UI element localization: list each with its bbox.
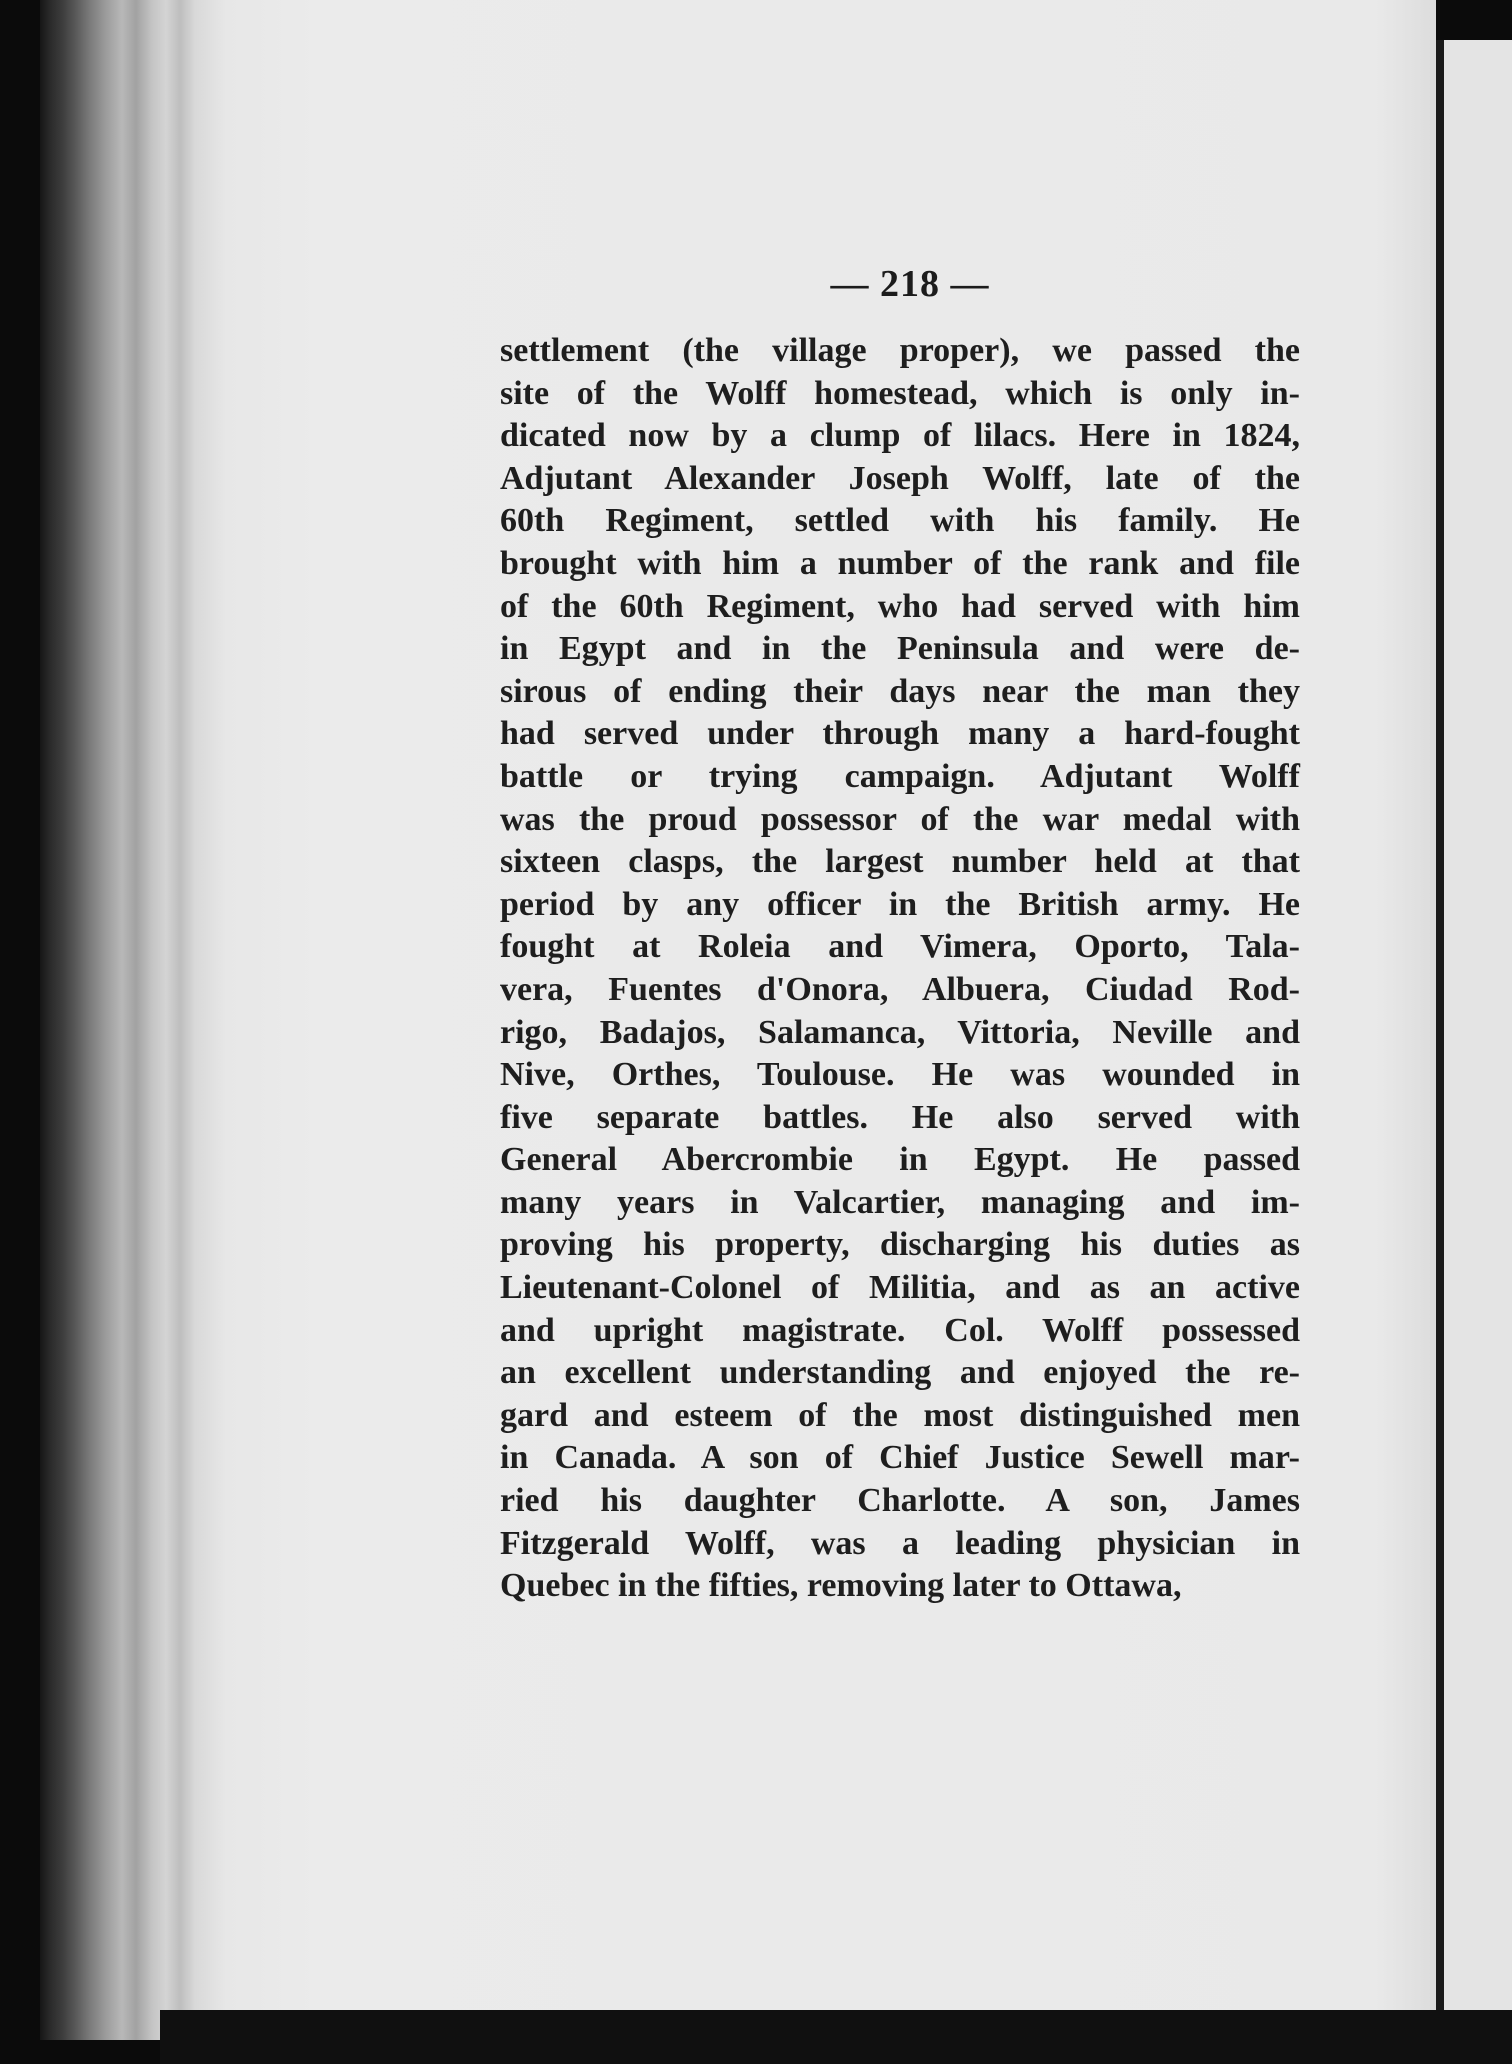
text-line: rigo, Badajos, Salamanca, Vittoria, Neville and — [500, 1013, 1300, 1051]
text-line: Quebec in the fifties, removing later to Ottawa, — [500, 1567, 1182, 1605]
text-line: many years in Valcartier, managing and im- — [500, 1183, 1300, 1221]
text-line: fought at Roleia and Vimera, Oporto, Tala- — [500, 928, 1300, 966]
scan-border — [160, 2010, 1512, 2064]
text-line: and upright magistrate. Col. Wolff possessed — [500, 1311, 1300, 1349]
text-line: dicated now by a clump of lilacs. Here in 1824, — [500, 417, 1300, 455]
text-line: Fitzgerald Wolff, was a leading physician in — [500, 1524, 1300, 1562]
text-line: an excellent understanding and enjoyed the re- — [500, 1354, 1300, 1392]
text-line: brought with him a number of the rank and file — [500, 544, 1300, 582]
text-line: in Egypt and in the Peninsula and were de- — [500, 630, 1300, 668]
text-line: proving his property, discharging his duties as — [500, 1226, 1300, 1264]
text-line: five separate battles. He also served with — [500, 1098, 1300, 1136]
text-line: was the proud possessor of the war medal with — [500, 800, 1300, 838]
text-line: sirous of ending their days near the man they — [500, 672, 1300, 710]
text-line: sixteen clasps, the largest number held at that — [500, 843, 1300, 881]
text-line: Adjutant Alexander Joseph Wolff, late of the — [500, 459, 1300, 497]
text-line: ried his daughter Charlotte. A son, James — [500, 1482, 1300, 1520]
text-line: 60th Regiment, settled with his family. He — [500, 502, 1300, 540]
body-text — [500, 330, 1300, 1608]
text-line: settlement (the village proper), we passed the — [500, 332, 1300, 369]
text-line: vera, Fuentes d'Onora, Albuera, Ciudad Rod- — [500, 970, 1300, 1008]
facing-page-edge — [1436, 40, 1512, 2020]
text-line: site of the Wolff homestead, which is only in- — [500, 374, 1300, 412]
text-line: Nive, Orthes, Toulouse. He was wounded in — [500, 1056, 1300, 1094]
text-line: gard and esteem of the most distinguished men — [500, 1396, 1300, 1434]
text-line: battle or trying campaign. Adjutant Wolff — [500, 757, 1300, 795]
page-number: — 218 — — [830, 263, 990, 305]
text-line: period by any officer in the British army. He — [500, 885, 1300, 923]
text-line: Lieutenant-Colonel of Militia, and as an active — [500, 1269, 1300, 1307]
text-line: of the 60th Regiment, who had served with him — [500, 587, 1300, 625]
text-line: in Canada. A son of Chief Justice Sewell mar- — [500, 1439, 1300, 1477]
text-line: had served under through many a hard-fought — [500, 715, 1300, 753]
text-line: General Abercrombie in Egypt. He passed — [500, 1141, 1300, 1179]
